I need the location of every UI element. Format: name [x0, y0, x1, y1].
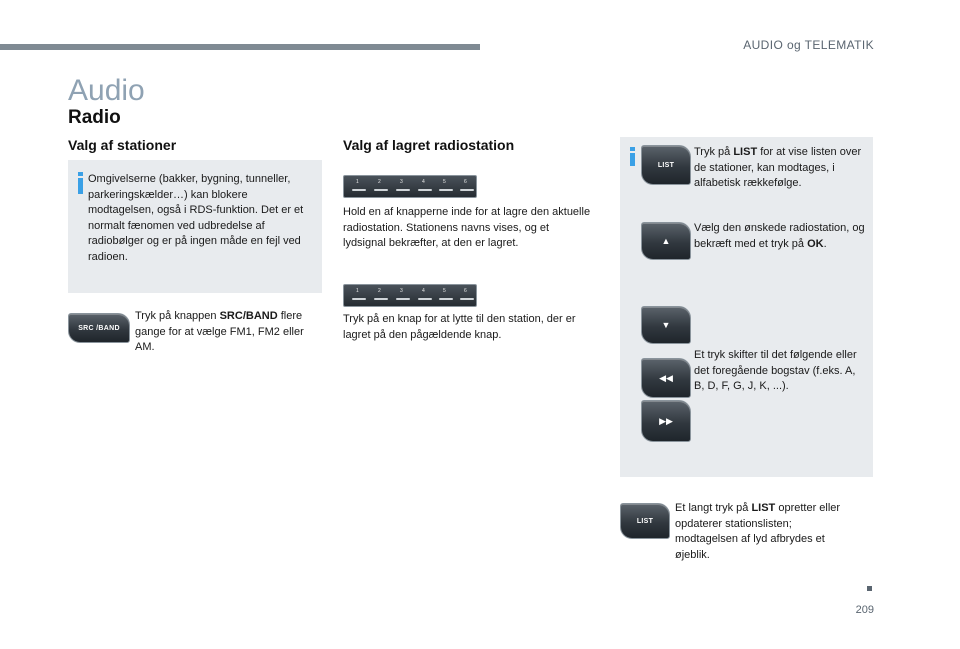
list-instruction: [694, 145, 864, 192]
fast-forward-icon: ▶▶: [659, 415, 673, 426]
preset-key[interactable]: [418, 298, 432, 300]
store-instruction: Hold en af knapperne inde for at lagre den aktuelle radiostation. Stationens navns vises, og et lydsignal bekræfter, at den er lagret.: [343, 206, 591, 249]
info-icon: [630, 147, 635, 151]
preset-number: 1: [356, 288, 359, 294]
preset-key[interactable]: [439, 189, 453, 191]
listen-instruction: Tryk på en knap for at lytte til den station, der er lagret på den pågældende knap.: [343, 313, 576, 341]
preset-key[interactable]: [418, 189, 432, 191]
preset-number: 3: [400, 179, 403, 185]
up-button[interactable]: [641, 222, 691, 260]
preset-key[interactable]: [352, 189, 366, 191]
list-button-long-press[interactable]: [620, 503, 670, 539]
src-text-post: flere gange for at vælge FM1, FM2 eller AM.: [135, 310, 304, 353]
preset-buttons-strip[interactable]: [343, 175, 477, 198]
page-title: Audio: [68, 74, 145, 107]
select-instruction: [694, 221, 866, 252]
preset-key[interactable]: [396, 298, 410, 300]
preset-number: 6: [464, 288, 467, 294]
list-text-post: for at vise listen over de stationer, kan modtages, i alfabetisk rækkefølge.: [694, 146, 862, 189]
src-text-pre: Tryk på knappen: [135, 310, 220, 322]
preset-buttons-strip[interactable]: [343, 284, 477, 307]
down-button[interactable]: [641, 306, 691, 344]
list-button-label: LIST: [657, 161, 675, 169]
rewind-button[interactable]: [641, 358, 691, 398]
rewind-icon: ◀◀: [659, 372, 673, 383]
preset-number: 2: [378, 288, 381, 294]
long-text-bold: LIST: [751, 502, 776, 514]
up-arrow-icon: ▲: [661, 236, 671, 246]
preset-number: 4: [422, 179, 425, 185]
src-band-button-label: SRC /BAND: [78, 324, 120, 332]
select-text-post: .: [823, 237, 827, 250]
preset-number: 6: [464, 179, 467, 185]
src-band-button[interactable]: [68, 313, 130, 343]
long-text-post: opretter eller opdaterer stationslisten; modtagelsen af lyd afbrydes et øjeblik.: [675, 502, 841, 561]
heading-stored-station: Valg af lagret radiostation: [343, 137, 515, 153]
list-text-pre: Tryk på: [694, 146, 734, 158]
info-icon-bar: [78, 178, 83, 194]
preset-key[interactable]: [460, 298, 474, 300]
down-arrow-icon: ▼: [661, 320, 671, 330]
preset-key[interactable]: [374, 189, 388, 191]
long-press-instruction: [675, 501, 853, 563]
preset-key[interactable]: [460, 189, 474, 191]
preset-number: 2: [378, 179, 381, 185]
preset-key[interactable]: [352, 298, 366, 300]
preset-number: 1: [356, 179, 359, 185]
page-subtitle: Radio: [68, 107, 121, 128]
note-reception-text: Omgivelserne (bakker, bygning, tunneller, parkeringskælder…) kan blokere modtagelsen, også i RDS-funktion. Det er et normalt fænomen ved udbredelse af radiobølger og er på ingen måde en fejl ved radioen.: [88, 173, 304, 263]
forward-button[interactable]: [641, 400, 691, 442]
info-icon: [78, 172, 83, 176]
page-number: 209: [855, 604, 874, 616]
src-band-instruction: [135, 309, 310, 356]
preset-key[interactable]: [396, 189, 410, 191]
preset-number: 4: [422, 288, 425, 294]
info-icon-bar: [630, 153, 635, 166]
preset-key[interactable]: [374, 298, 388, 300]
select-text-bold: OK: [807, 237, 824, 250]
page-marker: [867, 586, 872, 591]
section-header: AUDIO og TELEMATIK: [743, 38, 874, 52]
long-text-pre: Et langt tryk på: [675, 502, 752, 514]
preset-number: 3: [400, 288, 403, 294]
header-bar: [0, 44, 480, 50]
list-button[interactable]: [641, 145, 691, 185]
select-text-pre: Vælg den ønskede radiostation, og bekræft med et tryk på: [694, 222, 865, 250]
letter-jump-instruction: Et tryk skifter til det følgende eller det foregående bogstav (f.eks. A, B, D, F, G, J, K, ...).: [694, 349, 857, 392]
heading-station-selection: Valg af stationer: [68, 137, 177, 153]
preset-number: 5: [443, 288, 446, 294]
list-text-bold: LIST: [733, 146, 758, 158]
src-text-bold: SRC/BAND: [219, 310, 278, 322]
preset-key[interactable]: [439, 298, 453, 300]
list-button-label: LIST: [636, 517, 654, 525]
info-note-reception: [68, 160, 322, 293]
preset-number: 5: [443, 179, 446, 185]
